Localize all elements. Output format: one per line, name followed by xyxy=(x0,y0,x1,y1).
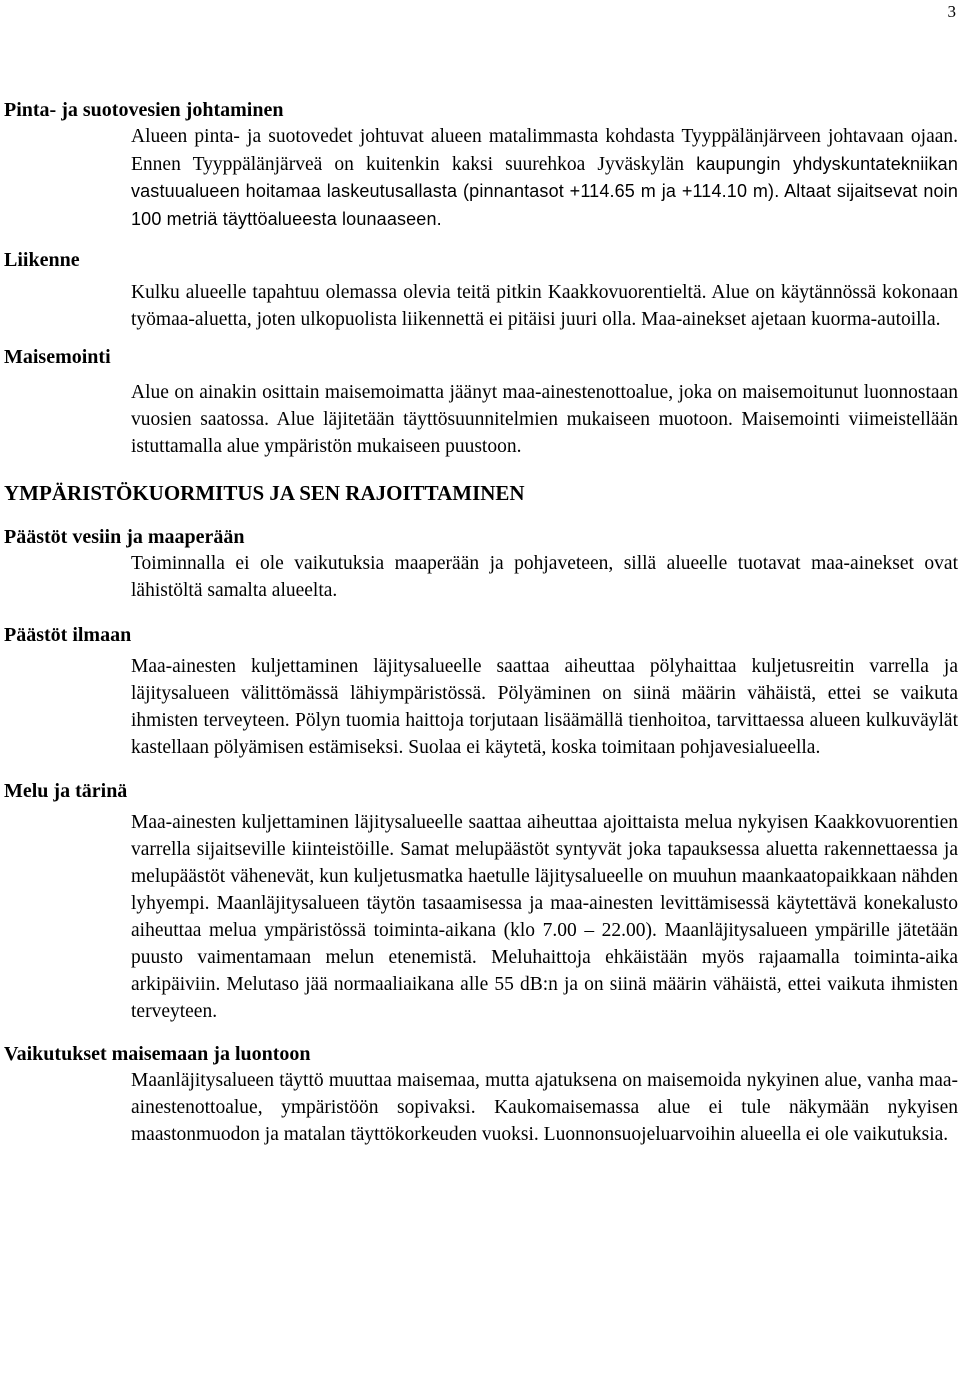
section-pinta-ja-suotovedet xyxy=(4,98,958,233)
section-paragraph: Maa-ainesten kuljettaminen läjitysalueelle saattaa aiheuttaa ajoittaista melua nykyisen Kaakkovuorentien varrella sijaitseville kiinteistöille. Samat melupäästöt syntyvät joka tapauksessa aluetta rakennettaessa ja melupäästöt vähenevät, kun kuljetusmatka haetulle läjitysalueelle on muuhun maankaatopaikkaan nähden lyhyempi. Maanläjitysalueen täytön tasaamisessa ja maa-ainesten levittämisessä käytettävä konekalusto aiheuttaa melua ympäristössä toiminta-aikana (klo 7.00 – 22.00). Maanläjitysalueen ympärille jätetään puusto vaimentamaan melun etenemistä. Meluhaittoja ehkäistään myös rajaamalla toiminta-aika arkipäiviin. Melutaso jää normaaliaikana alle 55 dB:n ja on siinä määrin vähäistä, ettei vaikuta ihmisten terveyteen. xyxy=(131,812,958,1022)
chapter-heading: YMPÄRISTÖKUORMITUS JA SEN RAJOITTAMINEN xyxy=(4,481,525,505)
section-vaikutukset-maisemaan xyxy=(4,1042,958,1148)
section-paragraph: Toiminnalla ei ole vaikutuksia maaperään ja pohjaveteen, sillä alueelle tuotavat maa-ainekset ovat lähistöltä samalta alueelta. xyxy=(131,553,958,601)
section-heading: Maisemointi xyxy=(4,346,111,368)
section-heading: Päästöt vesiin ja maaperään xyxy=(4,526,245,548)
section-heading: Melu ja tärinä xyxy=(4,780,128,802)
paragraph-text-serif: Alueen pinta- ja suotovedet johtuvat alueen matalimmasta kohdasta Tyyppälänjärveen johtavaan ojaan. Ennen Tyyppälänjärveä on kuitenkin kaksi suurehkoa Jyväskylän xyxy=(131,126,958,175)
section-paastot-vesiin xyxy=(4,525,958,604)
section-paragraph xyxy=(131,123,958,233)
section-paragraph: Kulku alueelle tapahtuu olemassa olevia teitä pitkin Kaakkovuorentieltä. Alue on käytännössä kokonaan työmaa-aluetta, joten ulkopuolista liikennettä ei pitäisi juuri olla. Maa-ainekset ajetaan kuorma-autoilla. xyxy=(131,282,958,330)
paragraph-text-sans: kaupungin yhdyskuntatekniikan vastuualueen hoitamaa laskeutusallasta (pinnantasot +114.65 m ja +114.10 m). Altaat sijaitsevat noin 100 metriä täyttöalueesta lounaaseen. xyxy=(131,153,958,229)
section-paragraph: Maanläjitysalueen täyttö muuttaa maisemaa, mutta ajatuksena on maisemoida nykyinen alue, vanha maa-ainestenottoalue, ympäristöön sopivaksi. Kaukomaisemassa alue ei tule näkymään nykyisen maastonmuodon ja matalan täyttökorkeuden vuoksi. Luonnonsuojeluarvoihin alueella ei ole vaikutuksia. xyxy=(131,1070,958,1145)
section-heading: Liikenne xyxy=(4,249,80,271)
section-ymparistokuormitus xyxy=(4,480,958,506)
section-heading: Pinta- ja suotovesien johtaminen xyxy=(4,99,284,121)
section-melu-ja-tarina xyxy=(4,779,958,1025)
page-number: 3 xyxy=(947,2,956,21)
section-heading: Päästöt ilmaan xyxy=(4,624,132,646)
section-paastot-ilmaan xyxy=(4,623,958,761)
section-paragraph: Maa-ainesten kuljettaminen läjitysalueelle saattaa aiheuttaa pölyhaittaa kuljetusreitin varrella ja läjitysalueen välittömässä lähiympäristössä. Pölyäminen on siinä määrin vähäistä, ettei se vaikuta ihmisten terveyteen. Pölyn tuomia haittoja torjutaan lisäämällä tienhoitoa, tarvittaessa alueen kulkuväylät kastellaan pölyämisen estämiseksi. Suolaa ei käytetä, koska toimitaan pohjavesialueella. xyxy=(131,656,958,758)
section-heading: Vaikutukset maisemaan ja luontoon xyxy=(4,1043,311,1065)
section-maisemointi xyxy=(4,345,958,460)
section-liikenne xyxy=(4,248,958,333)
document-page xyxy=(4,98,958,1148)
section-paragraph: Alue on ainakin osittain maisemoimatta jäänyt maa-ainestenottoalue, joka on maisemoitunut luonnostaan vuosien saatossa. Alue läjitetään täyttösuunnitelmien mukaiseen muotoon. Maisemointi viimeistellään istuttamalla alue ympäristön mukaiseen puustoon. xyxy=(131,382,958,457)
